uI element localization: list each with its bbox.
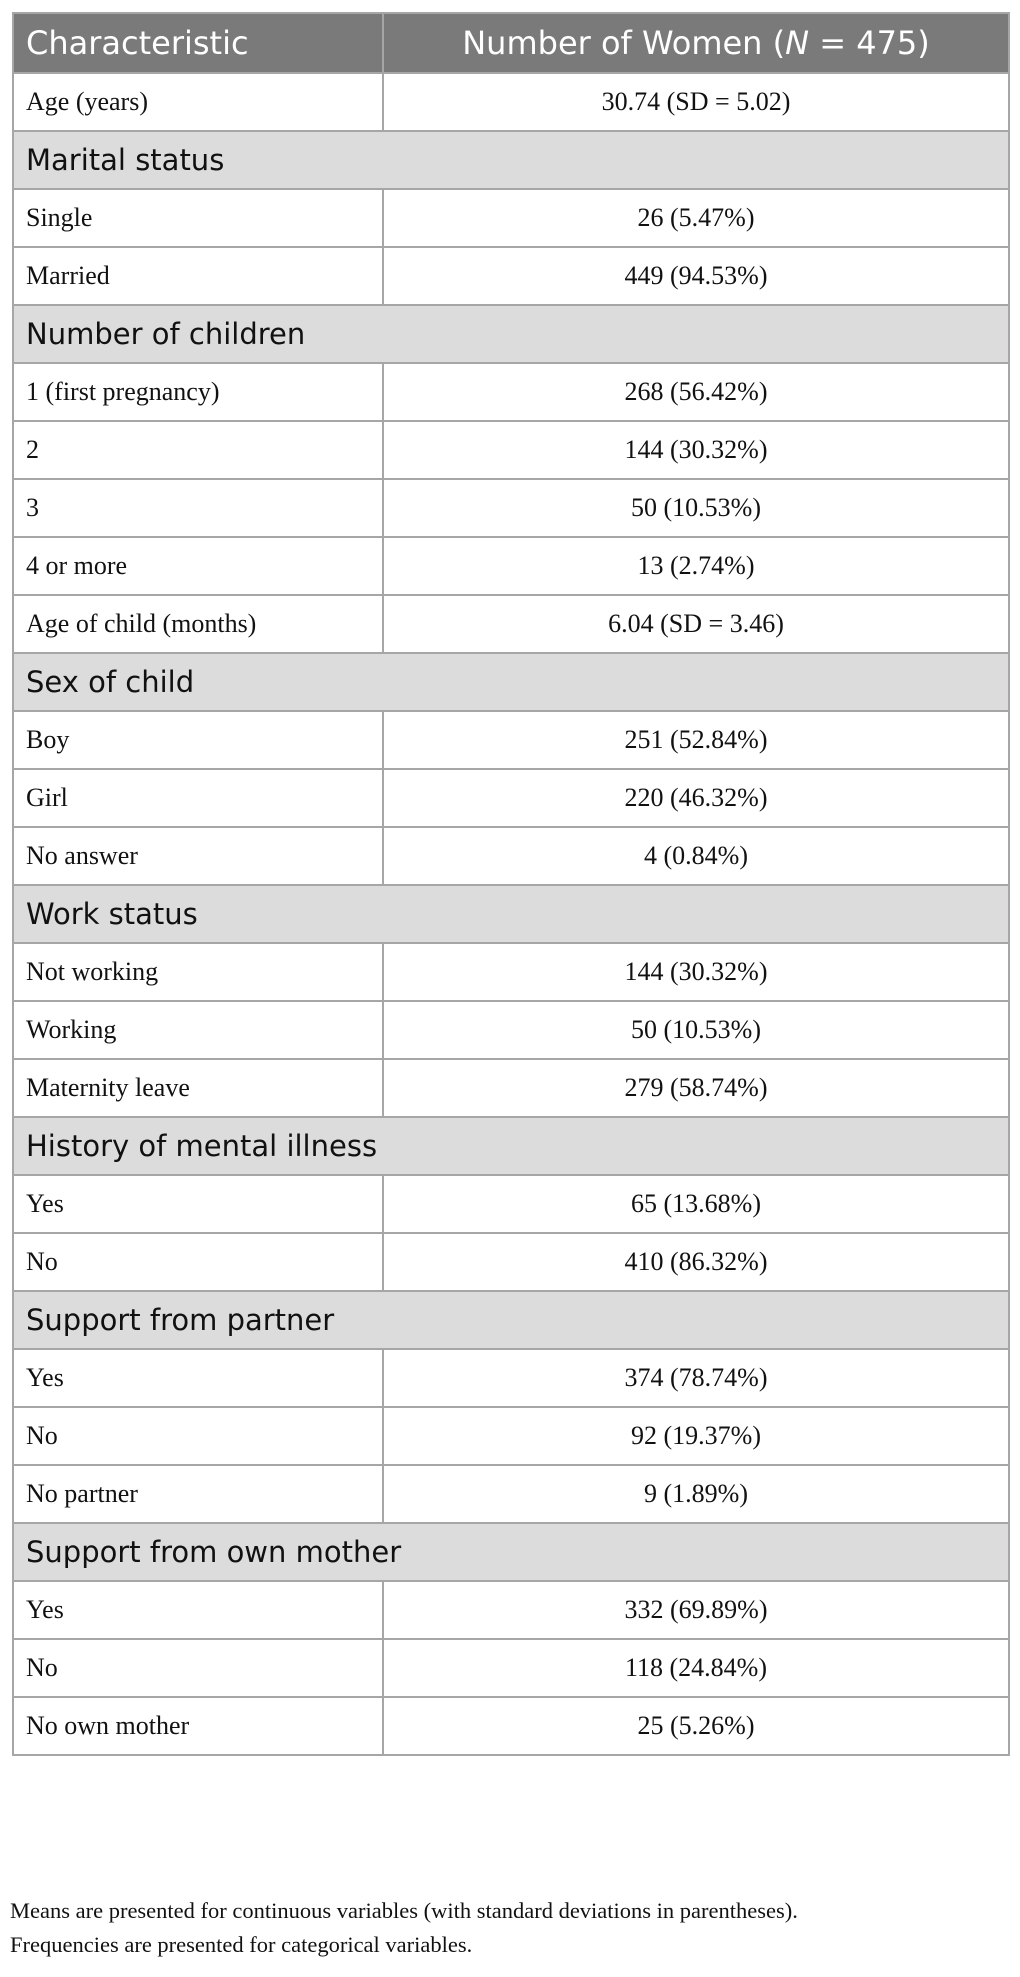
row-value: 144 (30.32%) xyxy=(383,421,1009,479)
header-number-prefix: Number of Women ( xyxy=(462,24,786,62)
section-title: Support from own mother xyxy=(13,1523,1009,1581)
section-title: Marital status xyxy=(13,131,1009,189)
row-value: 144 (30.32%) xyxy=(383,943,1009,1001)
header-number-of-women xyxy=(383,13,1009,73)
row-label: Single xyxy=(13,189,383,247)
section-header-work-status xyxy=(13,885,1009,943)
row-label: No xyxy=(13,1407,383,1465)
row-label: Yes xyxy=(13,1581,383,1639)
row-value: 30.74 (SD = 5.02) xyxy=(383,73,1009,131)
table-row xyxy=(13,1001,1009,1059)
table-row xyxy=(13,1349,1009,1407)
table-row-age xyxy=(13,73,1009,131)
row-label: Girl xyxy=(13,769,383,827)
row-value: 251 (52.84%) xyxy=(383,711,1009,769)
table-row xyxy=(13,943,1009,1001)
table-row xyxy=(13,769,1009,827)
row-value: 92 (19.37%) xyxy=(383,1407,1009,1465)
row-value: 332 (69.89%) xyxy=(383,1581,1009,1639)
table-row xyxy=(13,479,1009,537)
row-label: No xyxy=(13,1233,383,1291)
row-label: 2 xyxy=(13,421,383,479)
row-label: Age of child (months) xyxy=(13,595,383,653)
header-n-symbol: N xyxy=(785,24,810,62)
header-number-suffix: = 475) xyxy=(809,24,930,62)
section-header-support-from-partner xyxy=(13,1291,1009,1349)
row-label: 1 (first pregnancy) xyxy=(13,363,383,421)
section-title: Support from partner xyxy=(13,1291,1009,1349)
row-label: Age (years) xyxy=(13,73,383,131)
table-row xyxy=(13,1175,1009,1233)
row-label: Boy xyxy=(13,711,383,769)
row-label: Married xyxy=(13,247,383,305)
row-label: Working xyxy=(13,1001,383,1059)
row-value: 25 (5.26%) xyxy=(383,1697,1009,1755)
table-header xyxy=(13,13,1009,73)
row-value: 220 (46.32%) xyxy=(383,769,1009,827)
row-value: 50 (10.53%) xyxy=(383,479,1009,537)
table-row xyxy=(13,1059,1009,1117)
row-label: Yes xyxy=(13,1175,383,1233)
table-row xyxy=(13,1639,1009,1697)
row-label: No xyxy=(13,1639,383,1697)
table-row xyxy=(13,1697,1009,1755)
table-row xyxy=(13,827,1009,885)
table-row xyxy=(13,711,1009,769)
header-characteristic: Characteristic xyxy=(13,13,383,73)
row-label: 4 or more xyxy=(13,537,383,595)
row-value: 449 (94.53%) xyxy=(383,247,1009,305)
characteristics-table-container xyxy=(12,12,1008,1756)
row-label: Not working xyxy=(13,943,383,1001)
table-row xyxy=(13,537,1009,595)
section-title: History of mental illness xyxy=(13,1117,1009,1175)
characteristics-table xyxy=(12,12,1010,1756)
table-footnote xyxy=(10,1894,1008,1962)
row-value: 118 (24.84%) xyxy=(383,1639,1009,1697)
section-header-number-of-children xyxy=(13,305,1009,363)
row-value: 13 (2.74%) xyxy=(383,537,1009,595)
section-header-sex-of-child xyxy=(13,653,1009,711)
row-value: 6.04 (SD = 3.46) xyxy=(383,595,1009,653)
row-value: 26 (5.47%) xyxy=(383,189,1009,247)
table-row xyxy=(13,247,1009,305)
table-row xyxy=(13,1465,1009,1523)
row-label: No partner xyxy=(13,1465,383,1523)
header-row xyxy=(13,13,1009,73)
row-label: Maternity leave xyxy=(13,1059,383,1117)
row-value: 50 (10.53%) xyxy=(383,1001,1009,1059)
row-label: No own mother xyxy=(13,1697,383,1755)
row-value: 4 (0.84%) xyxy=(383,827,1009,885)
row-value: 268 (56.42%) xyxy=(383,363,1009,421)
table-body xyxy=(13,73,1009,1755)
row-value: 374 (78.74%) xyxy=(383,1349,1009,1407)
table-row xyxy=(13,1233,1009,1291)
row-label: No answer xyxy=(13,827,383,885)
section-title: Number of children xyxy=(13,305,1009,363)
footnote-line-2: Frequencies are presented for categorical variables. xyxy=(10,1932,473,1957)
row-value: 65 (13.68%) xyxy=(383,1175,1009,1233)
row-value: 410 (86.32%) xyxy=(383,1233,1009,1291)
row-label: Yes xyxy=(13,1349,383,1407)
footnote-line-1: Means are presented for continuous variables (with standard deviations in parentheses). xyxy=(10,1898,798,1923)
section-title: Sex of child xyxy=(13,653,1009,711)
section-header-support-from-own-mother xyxy=(13,1523,1009,1581)
table-row xyxy=(13,595,1009,653)
table-row xyxy=(13,1407,1009,1465)
table-row xyxy=(13,1581,1009,1639)
section-header-marital-status xyxy=(13,131,1009,189)
row-label: 3 xyxy=(13,479,383,537)
row-value: 279 (58.74%) xyxy=(383,1059,1009,1117)
table-row xyxy=(13,421,1009,479)
section-title: Work status xyxy=(13,885,1009,943)
row-value: 9 (1.89%) xyxy=(383,1465,1009,1523)
table-row xyxy=(13,189,1009,247)
table-row xyxy=(13,363,1009,421)
section-header-history-of-mental-illness xyxy=(13,1117,1009,1175)
